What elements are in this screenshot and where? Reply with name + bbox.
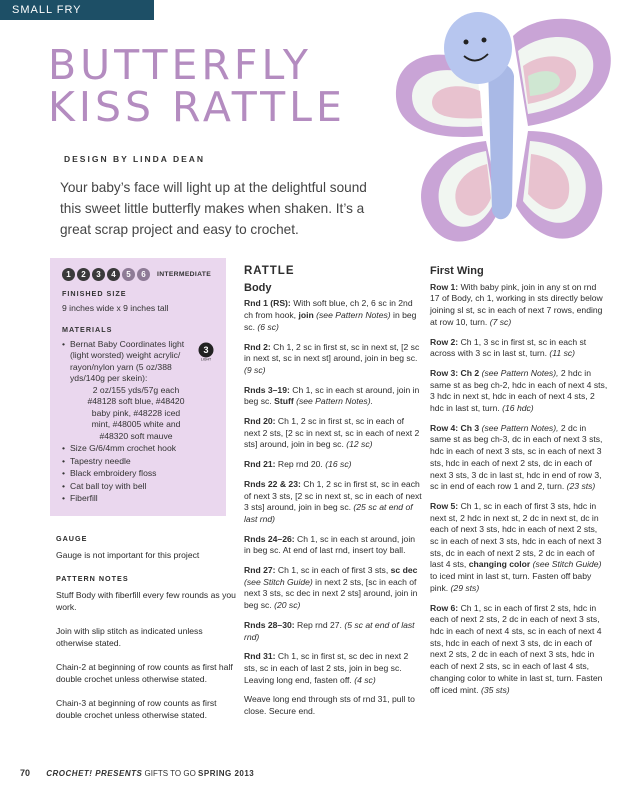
rounds-22-23: Rnds 22 & 23: Ch 1, 2 sc in first st, sc in each of next 3 sts, [2 sc in next st, sc in each of next 3 sts] around, join in beg sc. (25 sc at end of last rnd) — [244, 478, 422, 524]
designer-credit: DESIGN BY LINDA DEAN — [64, 154, 206, 164]
pattern-note: Join with slip stitch as indicated unless otherwise stated. — [56, 626, 203, 648]
issue-date: SPRING 2013 — [198, 769, 255, 778]
row-1: Row 1: With baby pink, join in any st on rnd 17 of Body, ch 1, working in sts directly below joining sl st, sc in each of next 7 rows, ending at row 10, turn. (7 sc) — [430, 281, 603, 327]
section-tab: SMALL FRY — [0, 0, 154, 20]
rattle-column — [244, 266, 422, 726]
round-27: Rnd 27: Ch 1, sc in each of first 3 sts, sc dec (see Stitch Guide) in next 2 sts, [sc in each of next 3 sts, sc dec in next 2 sts] around, join in beg sc. (20 sc) — [244, 565, 418, 611]
page-title — [48, 41, 346, 131]
skill-dot-5: 5 — [122, 268, 135, 281]
magazine-name: CROCHET! PRESENTS — [46, 769, 143, 778]
row-5: Row 5: Ch 1, sc in each of first 3 sts, hdc in next st, 2 hdc in next st, 2 dc in next st, dc in each of next 3 sts, hdc in each of next 2 sts, sc in each of next 3 sts, hdc in each of next 3 sts, dc in each of next 2 sts, 2 dc in each of last 4 sts, changing color (see Stitch Guide) to iced mint in last st, turn. Fasten off baby pink. (29 sts) — [430, 500, 602, 593]
intro-paragraph: Your baby’s face will light up at the delightful sound this sweet little butterfly makes when shaken. It’s a great scrap project and easy to crochet. — [60, 180, 367, 237]
page-footer — [20, 768, 254, 778]
yarn-weight-number: 3 — [203, 344, 209, 355]
pattern-note: Chain-2 at beginning of row counts as first half double crochet unless otherwise stated. — [56, 662, 233, 684]
row-2: Row 2: Ch 1, 3 sc in first st, sc in each st across with 3 sc in last st, turn. (11 sc) — [430, 336, 587, 359]
rounds-24-26: Rnds 24–26: Ch 1, sc in each st around, join in beg sc. At end of last rnd, insert toy ball. — [244, 533, 416, 556]
weave-instruction: Weave long end through sts of rnd 31, pull to close. Secure end. — [244, 694, 415, 717]
first-wing-column — [430, 266, 608, 704]
product-name: GIFTS TO GO — [144, 769, 196, 778]
gauge-text: Gauge is not important for this project — [56, 550, 200, 560]
finished-size-heading: FINISHED SIZE — [62, 289, 127, 298]
gauge-heading: GAUGE — [56, 534, 88, 543]
rounds-3-19: Rnds 3–19: Ch 1, sc in each st around, join in beg sc. Stuff (see Pattern Notes). — [244, 384, 420, 407]
rounds-28-30: Rnds 28–30: Rep rnd 27. (5 sc at end of last rnd) — [244, 619, 415, 642]
lower-wing-right-icon — [516, 131, 602, 239]
first-wing-heading: First Wing — [430, 265, 484, 277]
list-item: • Tapestry needle — [62, 456, 218, 468]
materials-heading: MATERIALS — [62, 325, 113, 334]
list-item — [62, 339, 218, 443]
title-line-2: KISS RATTLE — [48, 83, 346, 131]
round-1: Rnd 1 (RS): With soft blue, ch 2, 6 sc in 2nd ch from hook, join (see Pattern Notes) in beg sc. (6 sc) — [244, 298, 417, 332]
skill-level-indicator — [62, 268, 218, 281]
skill-dot-3: 3 — [92, 268, 105, 281]
gauge-and-notes — [56, 533, 236, 733]
body-heading: Body — [244, 281, 272, 294]
round-31: Rnd 31: Ch 1, sc in first st, sc dec in next 2 sts, sc in each of last 2 sts, join in beg sc. Leaving long end, fasten off. (4 sc) — [244, 651, 409, 685]
round-2: Rnd 2: Ch 1, 2 sc in first st, sc in next st, [2 sc in next st, sc in next st] around, join in beg sc. (9 sc) — [244, 341, 420, 375]
skill-dot-6: 6 — [137, 268, 150, 281]
yarn-description: Bernat Baby Coordinates light (light worsted) weight acrylic/ rayon/nylon yarn (5 oz/388 yds/140g per skein): — [70, 338, 185, 383]
yarn-weight-icon — [196, 341, 216, 361]
skill-level-label: INTERMEDIATE — [157, 270, 212, 278]
row-6: Row 6: Ch 1, sc in each of first 2 sts, hdc in each of next 2 sts, 2 dc in each of next 3 sts, hdc in each of next 4 sts, sc in each of next 4 sts, hdc in each of next 3 sts, dc in each of next 2 sts, 2 dc in each of next 3 sts, hdc in each of next 2 sts, sc in each of last 4 sts, changing color to white in last st, turn. Fasten off iced mint. (35 sts) — [430, 602, 603, 695]
lower-wing-left-icon — [421, 141, 500, 242]
round-21: Rnd 21: Rep rnd 20. (16 sc) — [244, 459, 352, 470]
info-panel — [50, 258, 226, 516]
pattern-note: Stuff Body with fiberfill every few rounds as you work. — [56, 590, 236, 612]
pattern-note: Chain-3 at beginning of row counts as first double crochet unless otherwise stated. — [56, 698, 217, 720]
list-item: • Fiberfill — [62, 493, 218, 505]
rattle-heading: RATTLE — [244, 265, 295, 277]
upper-wing-right-icon — [513, 19, 611, 126]
skill-dot-2: 2 — [77, 268, 90, 281]
finished-size-text: 9 inches wide x 9 inches tall — [62, 302, 169, 313]
row-3: Row 3: Ch 2 (see Pattern Notes), 2 hdc in same st as beg ch-2, hdc in each of next 4 sts, 3 hdc in next st, hdc in each of next 4 sts, 2 hdc in last st, turn. (16 hdc) — [430, 367, 608, 414]
butterfly-rattle-photo — [388, 6, 618, 258]
title-line-1: BUTTERFLY — [48, 41, 312, 89]
pattern-notes-heading: PATTERN NOTES — [56, 574, 129, 583]
materials-list — [62, 339, 218, 505]
page-number: 70 — [20, 768, 31, 778]
yarn-colors: 2 oz/155 yds/57g each #48128 soft blue, #48420 baby pink, #48228 iced mint, #48005 white and #48320 soft mauve — [87, 384, 185, 441]
list-item: • Cat ball toy with bell — [62, 481, 218, 493]
round-20: Rnd 20: Ch 1, 2 sc in first st, sc in each of next 2 sts, [2 sc in next st, sc in each of next 2 sts] around, join in beg sc. (12 sc) — [244, 416, 420, 450]
list-item: • Black embroidery floss — [62, 468, 218, 480]
yarn-weight-label: LIGHT — [200, 357, 212, 361]
row-4: Row 4: Ch 3 (see Pattern Notes), 2 dc in same st as beg ch-3, dc in each of next 3 sts, hdc in each of next 3 sts, sc in each of next 3 sts, hdc in each of next 2 sts, dc in each of next 3 sts, 3 dc in last st, hdc in end of row 3, sc in end of each row 1 and 2, turn. (23 sts) — [430, 422, 603, 492]
list-item: • Size G/6/4mm crochet hook — [62, 443, 218, 455]
skill-dot-1: 1 — [62, 268, 75, 281]
skill-dot-4: 4 — [107, 268, 120, 281]
